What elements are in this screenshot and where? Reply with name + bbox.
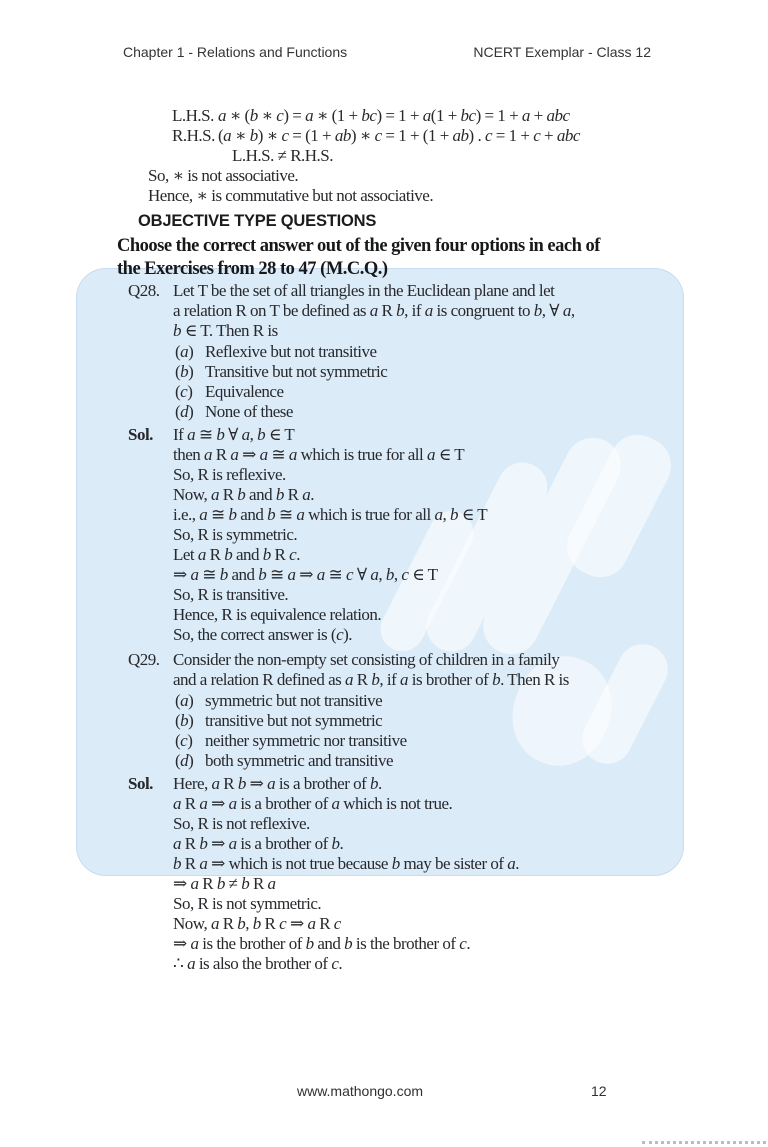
derivation-note: Hence, ∗ is commutative but not associative. [148,186,434,205]
option-label: (a) [175,342,194,361]
question-line: Let T be the set of all triangles in the Euclidean plane and let [173,281,555,300]
question-row [0,281,768,423]
question-line: and a relation R defined as a R b, if a is brother of b. Then R is [173,670,569,689]
solution-line: a R a ⇒ a is a brother of a which is not true. [173,794,453,813]
question-row [0,650,768,772]
options-list [173,342,768,422]
option-row [175,691,768,711]
option-text: neither symmetric nor transitive [205,731,407,750]
mcq-instruction [0,235,768,281]
solution-line: So, R is reflexive. [173,465,286,484]
header-book-title: NCERT Exemplar - Class 12 [473,44,651,60]
objective-heading: OBJECTIVE TYPE QUESTIONS [138,212,377,230]
question-line: b ∈ T. Then R is [173,321,278,340]
question-line: a relation R on T be defined as a R b, if a is congruent to b, ∀ a, [173,301,575,320]
derivation-row [0,126,768,146]
option-label: (d) [175,402,194,421]
option-text: both symmetric and transitive [205,751,394,770]
option-row [175,731,768,751]
question-line: Consider the non-empty set consisting of children in a family [173,650,560,669]
solution-line: i.e., a ≅ b and b ≅ a which is true for all a, b ∈ T [173,505,488,524]
option-label: (b) [175,711,194,730]
eq-formula: a ∗ (b ∗ c) = a ∗ (1 + bc) = 1 + a(1 + bc) = 1 + a + abc [218,106,570,125]
solution-line: a R b ⇒ a is a brother of b. [173,834,344,853]
solution-line: So, R is transitive. [173,585,289,604]
header-chapter-title: Chapter 1 - Relations and Functions [123,44,348,60]
derivation-row [0,106,768,126]
solution-body [173,425,768,645]
solution-line: ⇒ a R b ≠ b R a [173,874,276,893]
option-text: transitive but not symmetric [205,711,383,730]
option-text: symmetric but not transitive [205,691,383,710]
solution-line: So, the correct answer is (c). [173,625,353,644]
option-row [175,362,768,382]
solution-line: Now, a R b and b R a. [173,485,314,504]
eq-label: R.H.S. [172,126,215,145]
question-block-q28 [0,281,768,645]
solution-label: Sol. [128,425,153,444]
page-header [123,44,651,60]
solution-line: So, R is not symmetric. [173,894,322,913]
option-label: (a) [175,691,194,710]
solution-line: then a R a ⇒ a ≅ a which is true for all a ∈ T [173,445,465,464]
solution-row [0,774,768,974]
option-row [175,342,768,362]
question-block-q29 [0,650,768,974]
solution-line: Hence, R is equivalence relation. [173,605,382,624]
page-content [0,106,768,974]
question-number: Q29. [128,650,160,669]
option-row [175,711,768,731]
instruction-line: Choose the correct answer out of the given four options in each of [117,236,600,256]
option-text: Equivalence [205,382,284,401]
question-body [173,281,768,423]
solution-line: Here, a R b ⇒ a is a brother of b. [173,774,382,793]
instruction-line: the Exercises from 28 to 47 (M.C.Q.) [117,259,388,279]
solution-line: So, R is not reflexive. [173,814,310,833]
solution-line: ⇒ a ≅ b and b ≅ a ⇒ a ≅ c ∀ a, b, c ∈ T [173,565,438,584]
solution-body [173,774,768,974]
solution-label: Sol. [128,774,153,793]
options-list [173,691,768,771]
question-body [173,650,768,772]
solution-line: So, R is symmetric. [173,525,298,544]
scan-artifact [642,1141,766,1144]
eq-label: L.H.S. [172,106,214,125]
option-label: (d) [175,751,194,770]
solution-row [0,425,768,645]
solution-line: ∴ a is also the brother of c. [173,954,343,973]
question-number: Q28. [128,281,160,300]
derivation-note: So, ∗ is not associative. [148,166,299,185]
eq-conclusion: L.H.S. ≠ R.H.S. [232,146,334,165]
option-row [175,751,768,771]
option-text: None of these [205,402,293,421]
solution-line: b R a ⇒ which is not true because b may be sister of a. [173,854,520,873]
option-text: Reflexive but not transitive [205,342,377,361]
option-label: (b) [175,362,194,381]
option-row [175,382,768,402]
solution-line: Now, a R b, b R c ⇒ a R c [173,914,341,933]
footer-site-url: www.mathongo.com [296,1083,424,1099]
option-text: Transitive but not symmetric [205,362,388,381]
solution-line: ⇒ a is the brother of b and b is the brother of c. [173,934,471,953]
solution-line: Let a R b and b R c. [173,545,300,564]
footer-page-number: 12 [591,1083,607,1099]
option-label: (c) [175,731,193,750]
option-row [175,402,768,422]
solution-line: If a ≅ b ∀ a, b ∈ T [173,425,295,444]
option-label: (c) [175,382,193,401]
eq-formula: (a ∗ b) ∗ c = (1 + ab) ∗ c = 1 + (1 + ab) . c = 1 + c + abc [218,126,580,145]
